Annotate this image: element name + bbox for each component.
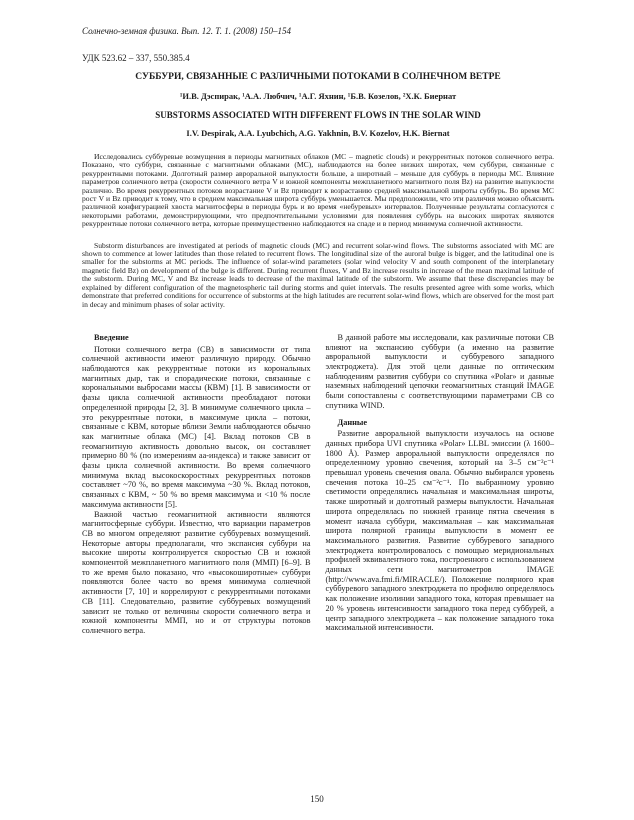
left-column <box>82 333 311 636</box>
udk-code: УДК 523.62 – 337, 550.385.4 <box>82 53 190 63</box>
abstract-english: Substorm disturbances are investigated at periods of magnetic clouds (MC) and recurrent solar-wind flows. The substorms associated with MC are shown to commence at lower latitudes than those related to recurrent flows. The longitudinal size of the auroral bulge is bigger, and the latitudinal one is smaller for the substorms at MC periods. The influence of solar-wind parameters (solar wind velocity V and south component of the interplanetary magnetic field Bz) on development of the bulge is different. During recurrent fluxes, V and Bz increase results in increase of the mean maximal latitude of the substorm. During MC, V and Bz increase leads to decrease of the maximal latitude of the substorm. We assume that these discrepancies may be explained by different configuration of the magnetospheric tail during storms and quiet intervals. The results presented agree with some works, which demonstrate that preferred conditions for occurrence of substorms at the high latitudes are recurrent solar-wind flows, which are observed for the most part in decay and minimum phases of solar activity. <box>82 240 554 309</box>
paragraph-intro-2: Важной частью геомагнитной активности являются магнитосферные суббури. Известно, что вариации параметров СВ во многом определяют развитие суббуревых возмущений. Некоторые авторы предполагали, что экспансия суббури на высокие широты контролируется скоростью СВ и южной компонентой межпланетного магнитного поля (ММП) [6–9]. В то же время было показано, что «высокоширотные» суббури появляются более часто во время минимума солнечной активности [7, 10] и коррелируют с рекуррентными потоками СВ [11]. Следовательно, развитие суббуревых возмущений зависит не только от величины скорости солнечного ветра и южной компоненты ММП, но и от структуры потоков солнечного ветра. <box>82 509 311 635</box>
paragraph-intro-3: В данной работе мы исследовали, как различные потоки СВ влияют на экспансию суббури (а именно на развитие авроральной выпуклости и суббуревого западного электроджета). Для этой цели данные по оптическим наблюдениям развития суббури со спутника «Polar» и данные наземных наблюдений цепочки геомагнитных станций IMAGE были сопоставлены с соответствующими параметрами СВ со спутника WIND. <box>325 332 554 410</box>
authors-english: I.V. Despirak, A.A. Lyubchich, A.G. Yakhnin, B.V. Kozelov, H.K. Biernat <box>186 128 450 138</box>
title-english: SUBSTORMS ASSOCIATED WITH DIFFERENT FLOWS IN THE SOLAR WIND <box>155 110 481 120</box>
abstract-russian: Исследовались суббуревые возмущения в периоды магнитных облаков (MC – magnetic clouds) и рекуррентных потоков солнечного ветра. Показано, что суббури, связанные с магнитными облаками (MC), наблюдаются на более низких широтах, чем суббури, связанные с рекуррентными потоками. Долготный размер авроральной выпуклости больше, а широтный – меньше для суббурь в периоды MC. Влияние параметров солнечного ветра (скорости солнечного ветра V и южной компоненты межпланетного магнитного поля Bz) на развитие выпуклости различно. Во время рекуррентных потоков возрастание V и Bz приводит к возрастанию средней максимальной широты суббурь. Во время MC рост V и Bz приводит к тому, что в среднем максимальная широта суббурь уменьшается. Мы предположили, что эти различия можно объяснить различной конфигурацией хвоста магнитосферы в периоды бурь и во время «небуревых» интервалов. Полученные результаты согласуются с некоторыми работами, демонстрирующими, что предпочтительными условиями для появления суббурь на высоких широтах являются рекуррентные потоки солнечного ветра, которые преимущественно наблюдаются на спаде и в период минимума солнечной активности. <box>82 152 554 229</box>
paragraph-data-1: Развитие авроральной выпуклости изучалось на основе данных прибора UVI спутника «Polar» LLBL эмиссии (λ 1600–1800 Å). Размер авроральной выпуклости определялся по определенному уровню свечения, который на 3–5 см⁻²с⁻¹ превышал уровень свечения овала. Обычно выбирался уровень свечения потока 10–25 см⁻²с⁻¹. По выбранному уровню светимости определялись начальная и максимальная широты, также широтный и долготный размеры выпуклости. Начальная широта определялась по нижней границе пятна свечения в момент начала суббури, максимальная – как максимальная широта полярной границы выпуклости в момент ее максимального развития. Развитие суббуревого западного электроджета контролировалось с помощью меридиональных профилей эквивалентного тока, построенного с использованием данных сети магнитометров IMAGE (http://www.ava.fmi.fi/MIRACLE/). Положение полярного края суббуревого западного электроджета по профилю определялось как положение изолинии западного тока, которая превышает на 20 % уровень интенсивности западного тока перед суббурей, а центр западного электроджета – как положение западного тока максимальной интенсивности. <box>325 429 554 633</box>
right-column <box>326 333 555 636</box>
paragraph-intro-1: Потоки солнечного ветра (СВ) в зависимости от типа солнечной активности имеют различную природу. Обычно наблюдаются как рекуррентные потоки из корональных магнитных дыр, так и спорадические потоки, связанные с корональными выбросами массы (КВМ) [1]. В зависимости от фазы цикла солнечной активности преобладают потоки определенной природы [2, 3]. В минимуме солнечного цикла – это рекуррентные потоки, в максимуме цикла – потоки, связанные с КВМ, которые вблизи Земли наблюдаются обычно как магнитные облака (MC) [4]. Вклад потоков СВ в геомагнитную активность довольно высок, он составляет примерно 80 % (по измерениям аа-индекса) и также зависит от фазы цикла солнечной активности. Во время солнечного минимума вклад высокоскоростных рекуррентных потоков составляет ~70 %, во время максимума ~30 %. Вклад потоков, связанных с КВМ, ~ 50 % во время максимума и <10 % после максимума активности [5]. <box>82 344 311 509</box>
two-column-body <box>82 333 554 636</box>
page-number: 150 <box>310 794 324 804</box>
title-russian: СУББУРИ, СВЯЗАННЫЕ С РАЗЛИЧНЫМИ ПОТОКАМИ В СОЛНЕЧНОМ ВЕТРЕ <box>135 72 501 82</box>
section-heading-introduction: Введение <box>94 332 129 342</box>
authors-russian: ¹И.В. Дэспирак, ¹А.А. Любчич, ¹А.Г. Яхнин, ¹Б.В. Козелов, ²Х.К. Биернат <box>179 91 457 101</box>
section-heading-data: Данные <box>337 417 368 427</box>
journal-reference: Солнечно-земная физика. Вып. 12. Т. 1. (2008) 150–154 <box>82 26 291 36</box>
